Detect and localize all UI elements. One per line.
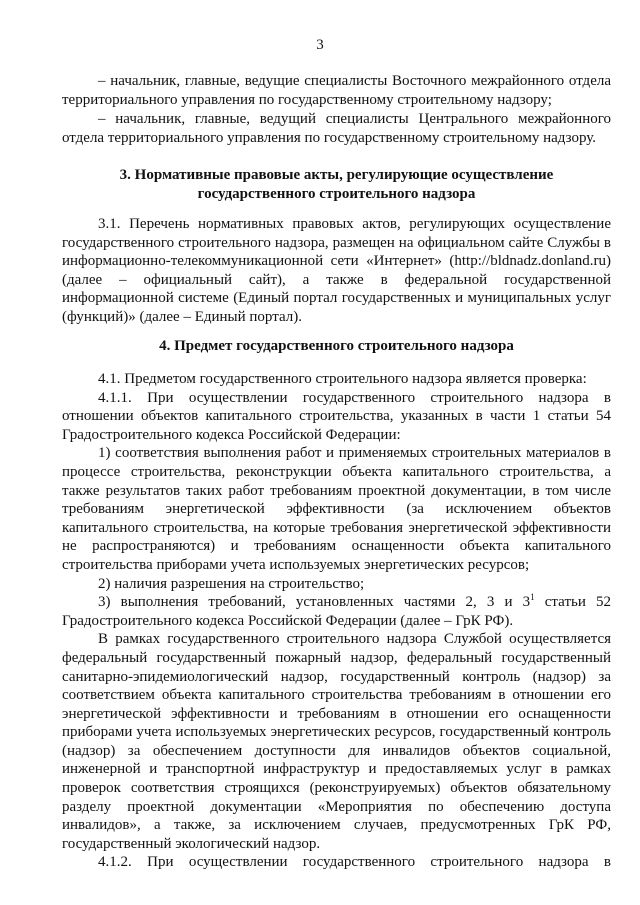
page-number: 3 <box>316 37 324 53</box>
section-3-heading-line2: государственного строительного надзора <box>197 185 476 202</box>
section-3-paragraph: 3.1. Перечень нормативных правовых актов, регулирующих осуществление государственного строительного надзора, размещен на официальном сайте Службы в информационно-телекоммуникационной сети «Интернет» (http://bldnadz.donland.ru) (далее – официальный сайт), а также в федеральной государственной информационной системе (Единый портал государственных и муниципальных услуг (функций)» (далее – Единый портал). <box>62 216 611 325</box>
section-4-paragraph-1: 4.1. Предметом государственного строительного надзора является проверка: <box>98 371 587 387</box>
section-4-paragraph-4: 4.1.2. При осуществлении государственного строительного надзора в <box>98 854 611 871</box>
section-4-paragraph-2: 4.1.1. При осуществлении государственного строительного надзора в отношении объектов капитального строительства, указанных в части 1 статьи 54 Градостроительного кодекса Российской Федерации: <box>62 389 611 443</box>
section-3-heading-line1: 3. Нормативные правовые акты, регулирующие осуществление <box>119 167 554 183</box>
list-item-1: 1) соответствия выполнения работ и применяемых строительных материалов в процессе строительства, реконструкции объекта капитального строительства, а также результатов таких работ требованиям проектной документации, в том числе требованиям энергетической эффективности (за исключением объектов капитального строительства, на которые требования энергетической эффективности не распространяются) и требованиям оснащенности объекта капитального строительства приборами учета используемых энергетических ресурсов; <box>62 445 611 573</box>
list-item-3-text-start: 3) выполнения требований, установленных частями 2, 3 и 3 <box>98 594 531 611</box>
list-item-3-text-end: статьи 52 Градостроительного кодекса Российской Федерации (далее – ГрК РФ). <box>62 594 611 629</box>
intro-list-item: – начальник, главные, ведущий специалисты Центрального межрайонного отдела территориального управления по государственному строительному надзору. <box>62 111 611 146</box>
section-3-heading <box>62 166 611 203</box>
superscript: 1 <box>530 592 535 603</box>
section-4-paragraph-3: В рамках государственного строительного надзора Службой осуществляется федеральный государственный пожарный надзор, федеральный государственный санитарно-эпидемиологический надзор, государственный контроль (надзор) за соответствием объекта капитального строительства требованиям в отношении его энергетической эффективности и требованиям в отношении его оснащенности приборами учета используемых энергетических ресурсов, государственный контроль (надзор) за обеспечением доступности для инвалидов объектов социальной, инженерной и транспортной инфраструктур и предоставляемых услуг в рамках проверок соответствия строящихся (реконструируемых) объектов обязательному разделу проектной документации «Мероприятия по обеспечению доступа инвалидов», а также, за исключением случаев, предусмотренных ГрК РФ, государственный экологический надзор. <box>62 631 611 852</box>
intro-list-item: – начальник, главные, ведущие специалисты Восточного межрайонного отдела территориального управления по государственному строительному надзору; <box>62 73 611 108</box>
list-item-2: 2) наличия разрешения на строительство; <box>98 575 365 592</box>
list-item-3 <box>62 593 611 630</box>
section-4-body <box>62 370 611 872</box>
section-4-heading: 4. Предмет государственного строительного надзора <box>159 338 514 354</box>
